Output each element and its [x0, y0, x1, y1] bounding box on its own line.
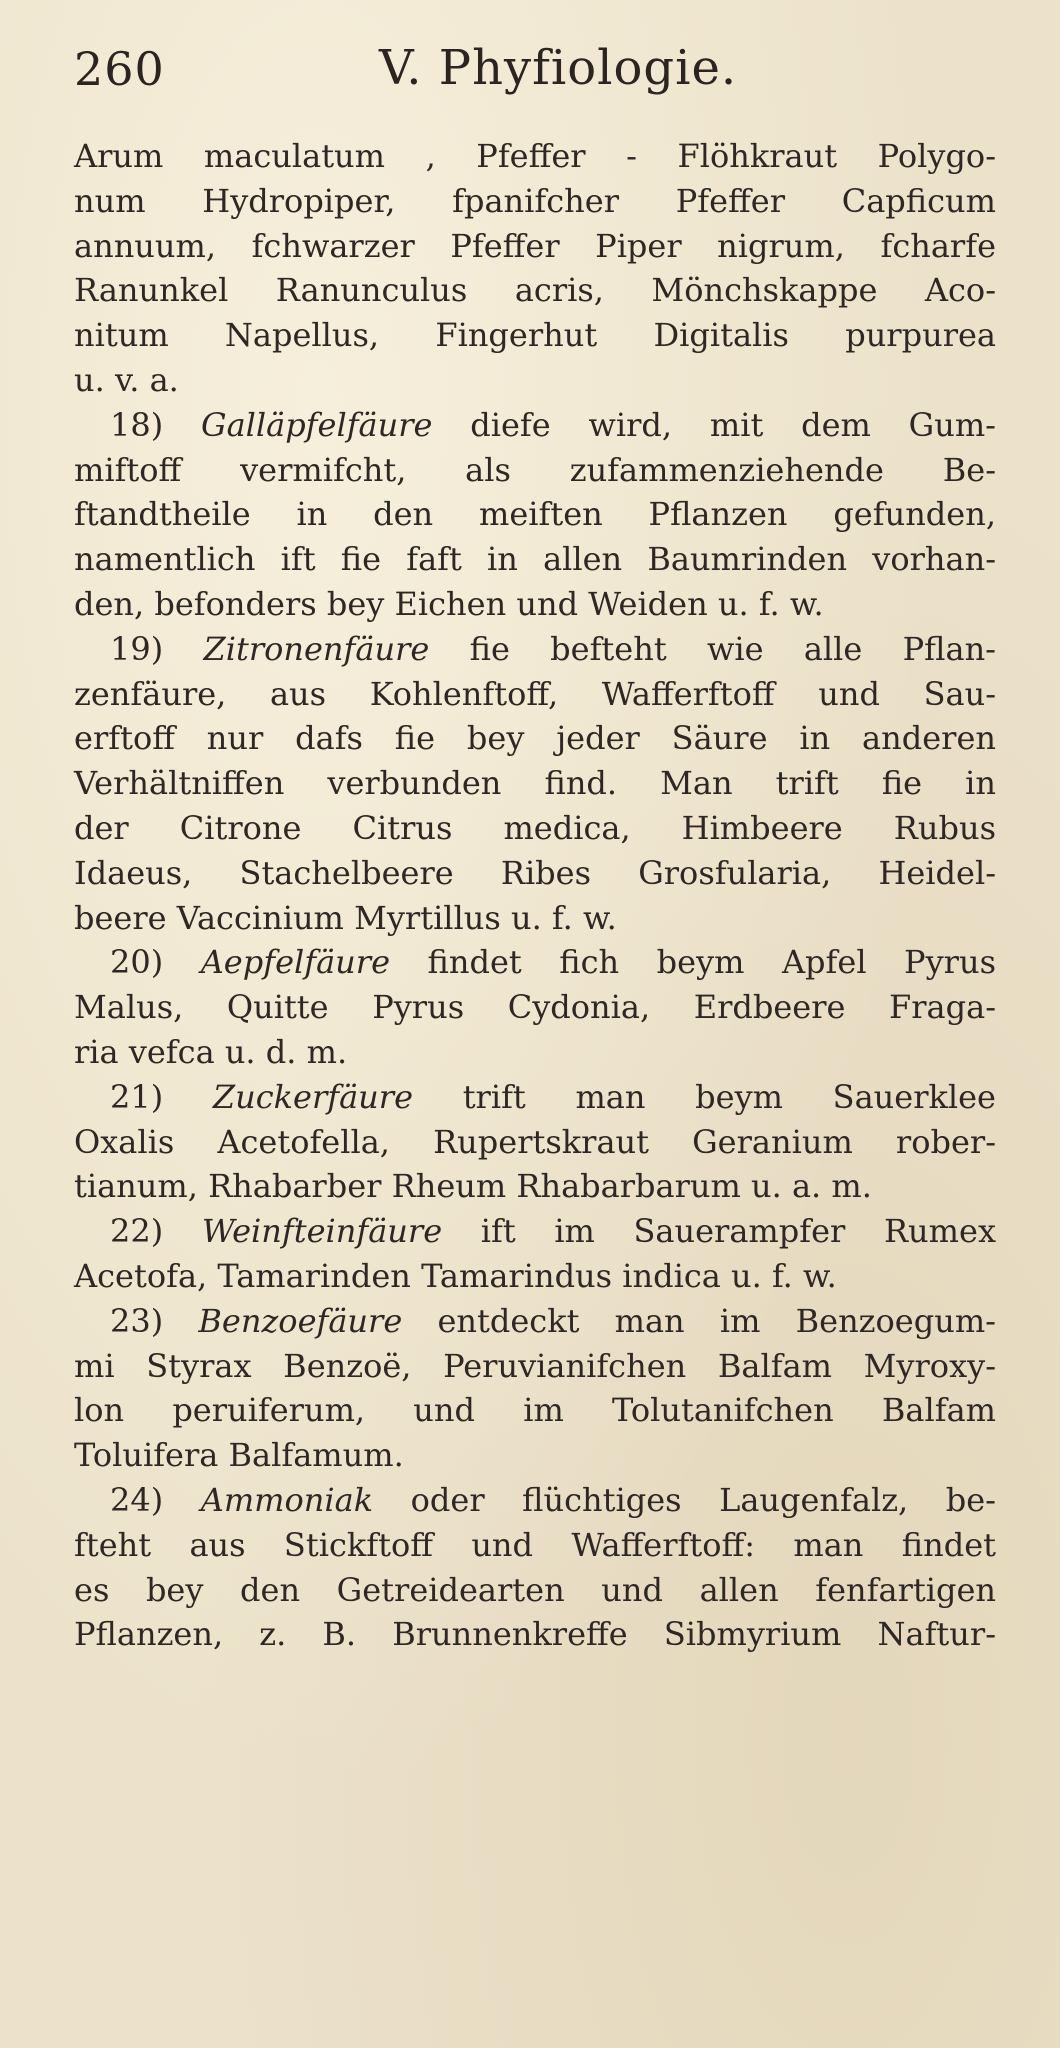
- line-text: tianum, Rhabarber Rheum Rhabarbarum u. a. m.: [74, 1167, 872, 1206]
- line-text: miftoff vermifcht, als zufammenziehende Be-: [74, 450, 996, 489]
- text-line: [74, 761, 996, 806]
- text-line: [74, 985, 996, 1030]
- text-line: [74, 448, 996, 493]
- item-number: 20): [109, 943, 164, 982]
- text-line: [74, 1523, 996, 1568]
- line-text: nitum Napellus, Fingerhut Digitalis purpurea: [74, 316, 996, 355]
- text-line: [74, 134, 996, 179]
- italic-term: Galläpfelfäure: [201, 405, 433, 444]
- text-line: [74, 403, 996, 448]
- text-line: [74, 806, 996, 851]
- text-line: [74, 851, 996, 896]
- line-text: namentlich ift fie faft in allen Baumrinden vorhan-: [74, 540, 996, 579]
- line-text: u. v. a.: [74, 360, 179, 399]
- line-text: Arum maculatum , Pfeffer - Flöhkraut Polygo-: [74, 137, 996, 175]
- line-text: den, befonders bey Eichen und Weiden u. f. w.: [74, 584, 824, 623]
- italic-term: Zuckerfäure: [212, 1077, 414, 1116]
- line-text: beere Vaccinium Myrtillus u. f. w.: [74, 898, 617, 937]
- line-text: Ranunkel Ranunculus acris, Mönchskappe Aco-: [74, 271, 996, 310]
- text-line: [74, 940, 996, 985]
- text-line: [74, 896, 996, 941]
- text-line: [74, 492, 996, 537]
- line-text: oder flüchtiges Laugenfalz, be-: [373, 1480, 996, 1519]
- item-number: 22): [109, 1212, 164, 1251]
- text-line: [74, 1254, 996, 1299]
- item-number: 21): [109, 1077, 164, 1116]
- line-text: annuum, fchwarzer Pfeffer Piper nigrum, fcharfe: [74, 226, 996, 265]
- italic-term: Weinfteinfäure: [201, 1212, 443, 1251]
- line-text: Toluifera Balfamum.: [74, 1436, 404, 1475]
- italic-term: Aepfelfäure: [200, 943, 391, 982]
- line-text: fie befteht wie alle Pflan-: [429, 629, 996, 668]
- text-line: [74, 537, 996, 582]
- line-text: mi Styrax Benzoë, Peruvianifchen Balfam Myroxy-: [74, 1346, 996, 1385]
- text-line: [74, 313, 996, 358]
- text-line: [74, 1612, 996, 1657]
- italic-term: Benzoefäure: [198, 1301, 403, 1340]
- line-text: der Citrone Citrus medica, Himbeere Rubus: [74, 808, 996, 847]
- line-text: Oxalis Acetofella, Rupertskraut Geranium rober-: [74, 1122, 996, 1161]
- item-number: 23): [109, 1301, 164, 1340]
- line-text: es bey den Getreidearten und allen fenfartigen: [74, 1570, 996, 1609]
- line-text: Pflanzen, z. B. Brunnenkreffe Sibmyrium Naftur-: [74, 1615, 996, 1654]
- item-number: 19): [109, 629, 164, 668]
- italic-term: Ammoniak: [200, 1480, 374, 1519]
- line-text: Verhältniffen verbunden find. Man trift fie in: [74, 764, 996, 803]
- text-line: [74, 1209, 996, 1254]
- line-text: fteht aus Stickftoff und Wafferftoff: man findet: [74, 1525, 996, 1564]
- line-text: findet fich beym Apfel Pyrus: [390, 943, 996, 982]
- text-line: [74, 1030, 996, 1075]
- page-number: 260: [74, 42, 165, 96]
- line-text: erftoff nur dafs fie bey jeder Säure in anderen: [74, 719, 996, 758]
- line-text: Acetofa, Tamarinden Tamarindus indica u. f. w.: [74, 1256, 837, 1295]
- text-line: [74, 1120, 996, 1165]
- line-text: lon peruiferum, und im Tolutanifchen Balfam: [74, 1391, 996, 1430]
- text-line: [74, 1388, 996, 1433]
- item-number: 24): [109, 1480, 164, 1519]
- line-text: zenfäure, aus Kohlenftoff, Wafferftoff und Sau-: [74, 674, 996, 713]
- italic-term: Zitronenfäure: [203, 629, 430, 668]
- line-text: entdeckt man im Benzoegum-: [402, 1301, 996, 1340]
- text-line: [74, 1075, 996, 1120]
- text-line: [74, 268, 996, 313]
- text-line: [74, 179, 996, 224]
- text-line: [74, 1568, 996, 1613]
- text-line: [74, 224, 996, 269]
- text-line: [74, 1478, 996, 1523]
- text-line: [74, 358, 996, 403]
- text-line: [74, 1344, 996, 1389]
- line-text: Malus, Quitte Pyrus Cydonia, Erdbeere Fraga-: [74, 988, 996, 1027]
- text-line: [74, 627, 996, 672]
- text-line: [74, 1164, 996, 1209]
- text-line: [74, 582, 996, 627]
- item-number: 18): [109, 405, 164, 444]
- body-text: [74, 134, 996, 1657]
- line-text: Idaeus, Stachelbeere Ribes Grosfularia, Heidel-: [74, 853, 996, 892]
- page-header: [74, 36, 994, 106]
- line-text: ria vefca u. d. m.: [74, 1032, 348, 1071]
- running-head: V. Phyfiologie.: [379, 40, 738, 96]
- line-text: num Hydropiper, fpanifcher Pfeffer Capficum: [74, 181, 996, 220]
- line-text: ift im Sauerampfer Rumex: [442, 1212, 996, 1251]
- text-line: [74, 1433, 996, 1478]
- line-text: diefe wird, mit dem Gum-: [432, 405, 996, 444]
- text-line: [74, 1299, 996, 1344]
- text-line: [74, 716, 996, 761]
- text-line: [74, 672, 996, 717]
- line-text: ftandtheile in den meiften Pflanzen gefunden,: [74, 495, 996, 534]
- line-text: trift man beym Sauerklee: [413, 1077, 996, 1116]
